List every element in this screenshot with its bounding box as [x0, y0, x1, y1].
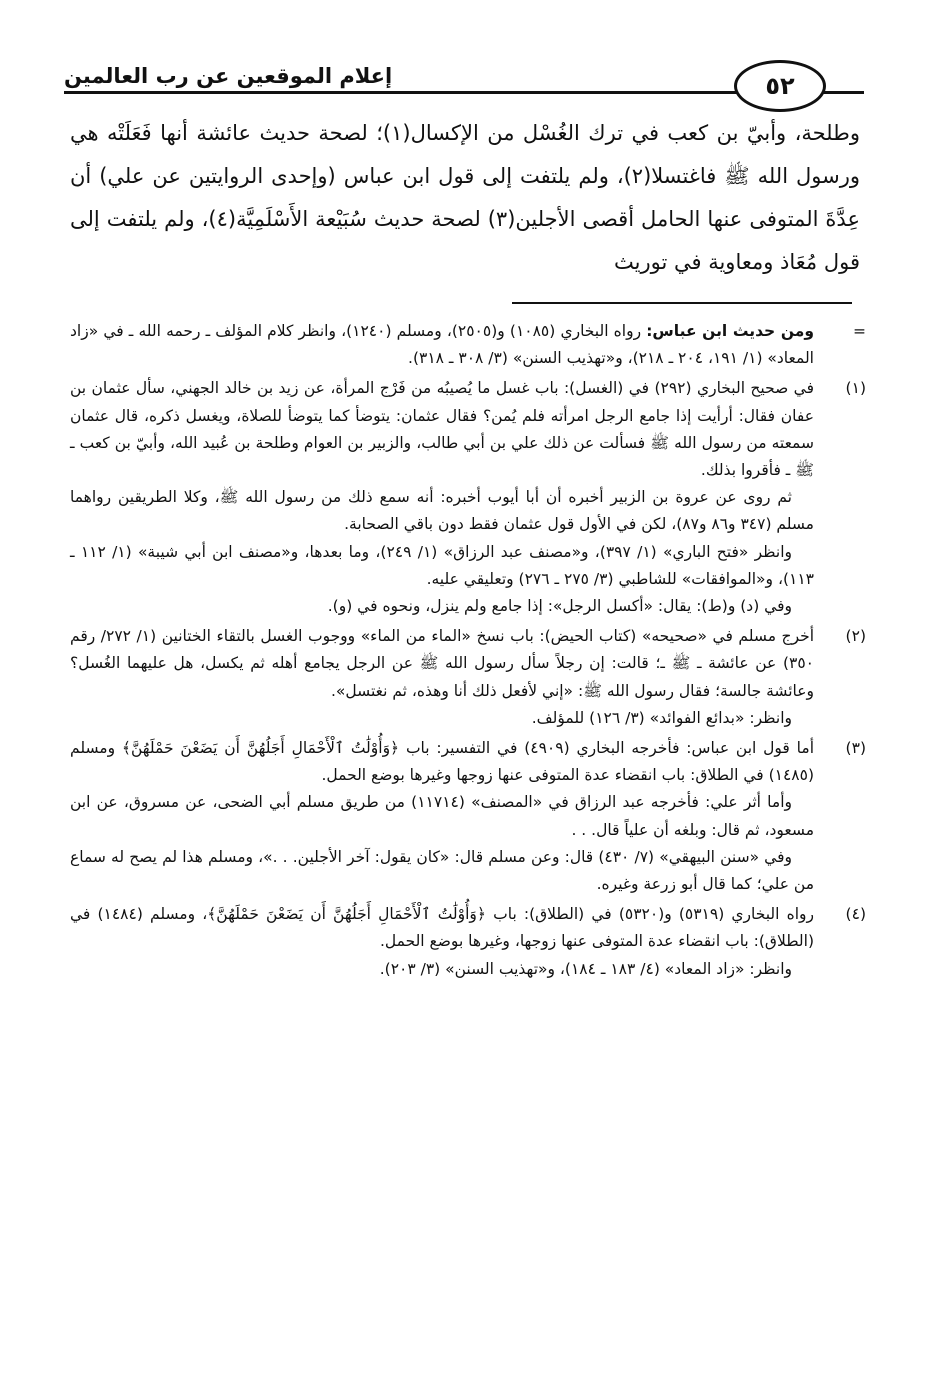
- footnote-paragraph: رواه البخاري (٥٣١٩) و(٥٣٢٠) في (الطلاق): باب ﴿وَأُوْلَٰتُ ٱلْأَحْمَالِ أَجَلُهُنَّ أَن يَضَعْنَ حَمْلَهُنَّ﴾، ومسلم (١٤٨٤) في (الطلاق): باب انقضاء عدة المتوفى عنها زوجها، وغيرها بوضع الحمل.: [70, 905, 814, 951]
- footnote-text: رواه البخاري (١٠٨٥) و(٢٥٠٥)، ومسلم (١٢٤٠)، وانظر كلام المؤلف ـ رحمه الله ـ في «زاد المعاد» (١/ ١٩١، ٢٠٤ ـ ٢١٨)، و«تهذيب السنن» (٣/ ٣٠٨ ـ ٣١٨).: [70, 322, 814, 368]
- page-header: [64, 40, 864, 102]
- footnote-paragraph: أما قول ابن عباس: فأخرجه البخاري (٤٩٠٩) في التفسير: باب ﴿وَأُوْلَٰتُ ٱلْأَحْمَالِ أَجَلُهُنَّ أَن يَضَعْنَ حَمْلَهُنَّ﴾ ومسلم (١٤٨٥) في الطلاق: باب انقضاء عدة المتوفى عنها زوجها وغيرها بوضع الحمل.: [70, 739, 814, 785]
- footnote-paragraph: وفي «سنن البيهقي» (٧/ ٤٣٠) قال: وعن مسلم قال: «كان يقول: آخر الأجلين. . .»، ومسلم هذا لم يصح له سماع من علي؛ كما قال أبو زرعة وغيره.: [70, 847, 814, 894]
- page-number-badge: [734, 60, 826, 112]
- footnote-1: [70, 375, 870, 620]
- footnote-paragraph: في صحيح البخاري (٢٩٢) في (الغسل): باب غسل ما يُصيبُه من فَرْج المرأة، عن زيد بن خالد الجهني، سأل عثمان بن عفان فقال: أرأيت إذا جامع الرجل امرأته فلم يُمن؟ فقال عثمان: يتوضأ كما يتوضأ للصلاة، ويغسل ذكره، قال عثمان سمعته من رسول الله ﷺ فسألت عن ذلك علي بن أبي طالب، والزبير بن العوام وطلحة بن عُبيد الله، وأبيّ بن كعب ـ ﷺ ـ فأقروا بذلك.: [70, 379, 814, 480]
- footnote-marker: (٣): [845, 739, 866, 758]
- footnote-marker: (٢): [845, 627, 866, 646]
- footnotes-section: [70, 318, 870, 986]
- footnote-continuation: [70, 318, 870, 372]
- footnote-body: [70, 901, 814, 983]
- footnote-paragraph: أخرج مسلم في «صحيحه» (كتاب الحيض): باب نسخ «الماء من الماء» ووجوب الغسل بالتقاء الختانين (١/ ٢٧٢/ رقم ٣٥٠) عن عائشة ـ ﷺ ـ؛ قالت: إن رجلاً سأل رسول الله ﷺ عن الرجل يجامع أهله ثم يكسل، هل عليهما الغُسل؟ وعائشة جالسة؛ فقال رسول الله ﷺ: «إني لأفعل ذلك أنا وهذه، ثم نغتسل».: [70, 627, 815, 700]
- footnote-marker: =: [853, 322, 866, 340]
- footnote-3: [70, 735, 870, 898]
- footnote-divider: [512, 302, 852, 304]
- footnote-4: [70, 901, 870, 983]
- footnote-paragraph: وانظر «فتح الباري» (١/ ٣٩٧)، و«مصنف عبد الرزاق» (١/ ٢٤٩)، وما بعدها، و«مصنف ابن أبي شيبة» (١/ ١١٢ ـ ١١٣)، و«الموافقات» للشاطبي (٣/ ٢٧٥ ـ ٢٧٦) وتعليقي عليه.: [70, 542, 814, 588]
- footnote-paragraph: وفي (د) و(ط): يقال: «أكسل الرجل»: إذا جامع ولم ينزل، ونحوه في (و).: [327, 597, 792, 616]
- page-number: ٥٢: [765, 72, 795, 100]
- main-text-block: [70, 112, 860, 284]
- footnote-paragraph: [70, 318, 814, 372]
- footnote-lead: ومن حديث ابن عباس:: [646, 322, 815, 340]
- main-paragraph: وطلحة، وأبيّ بن كعب في ترك الغُسْل من الإكسال(١)؛ لصحة حديث عائشة أنها فَعَلَتْه هي ورسول الله ﷺ فاغتسلا(٢)، ولم يلتفت إلى قول ابن عباس (وإحدى الروايتين عن علي) أن عِدَّةَ المتوفى عنها الحامل أقصى الأجلين(٣) لصحة حديث سُبَيْعة الأَسْلَمِيَّة(٤)، ولم يلتفت إلى قول مُعَاذ ومعاوية في توريث: [70, 121, 860, 274]
- running-title: إعلام الموقعين عن رب العالمين: [64, 64, 393, 88]
- footnote-marker: (٤): [845, 905, 866, 924]
- footnote-paragraph: ثم روى عن عروة بن الزبير أخبره أن أبا أيوب أخبره: أنه سمع ذلك من رسول الله ﷺ، وكلا الطريقين رواهما مسلم (٣٤٧ و٨٦ و٨٧)، لكن في الأول قول عثمان فقط دون باقي الصحابة.: [70, 488, 814, 534]
- footnote-marker: (١): [845, 379, 866, 398]
- footnote-body: [70, 735, 814, 898]
- footnote-paragraph: وانظر: «زاد المعاد» (٤/ ١٨٣ ـ ١٨٤)، و«تهذيب السنن» (٣/ ٢٠٣).: [379, 959, 792, 978]
- footnote-paragraph: وانظر: «بدائع الفوائد» (٣/ ١٢٦) للمؤلف.: [531, 708, 792, 727]
- footnote-body: [70, 375, 814, 620]
- footnote-body: [70, 623, 814, 732]
- footnote-paragraph: وأما أثر علي: فأخرجه عبد الرزاق في «المصنف» (١١٧١٤) من طريق مسلم أبي الضحى، عن مسروق، عن ابن مسعود، ثم قال: وبلغه أن علياً قال. . .: [70, 793, 814, 839]
- footnote-2: [70, 623, 870, 732]
- footnote-body: [70, 318, 814, 372]
